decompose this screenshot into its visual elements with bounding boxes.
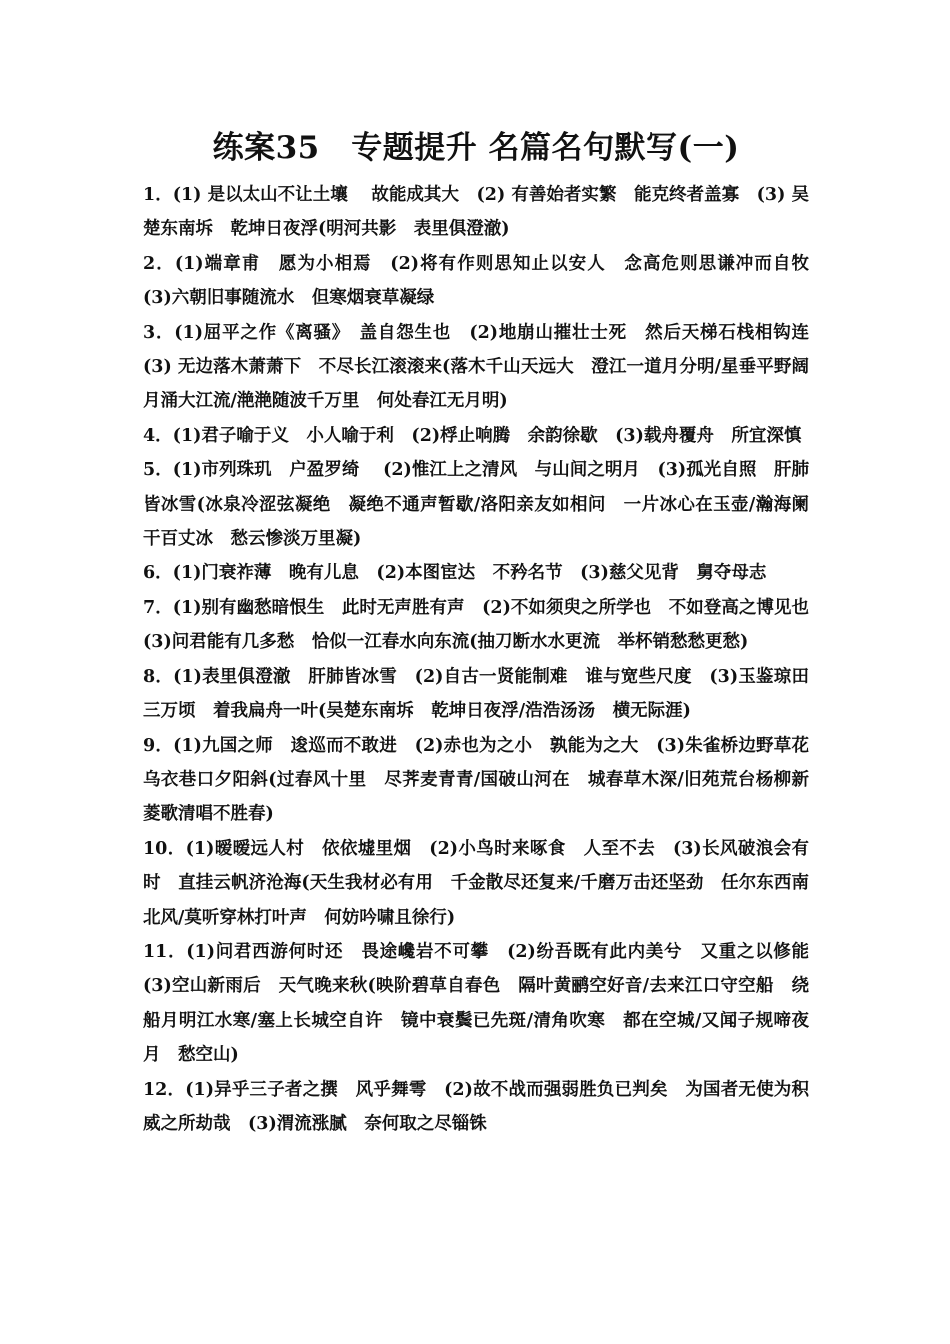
answer-item-6: 6．(1)门衰祚薄 晚有儿息 (2)本图宦达 不矜名节 (3)慈父见背 舅夺母志 [143, 563, 767, 584]
answer-item-2: 2．(1)端章甫 愿为小相焉 (2)将有作则思知止以安人 念高危则思谦冲而自牧 (3)六朝旧事随流水 但寒烟衰草凝绿 [143, 253, 827, 309]
answer-item-9: 9．(1)九国之师 逡巡而不敢进 (2)赤也为之小 孰能为之大 (3)朱雀桥边野草花 乌衣巷口夕阳斜(过春风十里 尽荠麦青青/国破山河在 城春草木深/旧苑荒台杨柳新 菱歌清唱不胜春) [143, 735, 827, 825]
answer-item-3: 3．(1)屈平之作《离骚》 盖自怨生也 (2)地崩山摧壮士死 然后天梯石栈相钩连 (3) 无边落木萧萧下 不尽长江滚滚来(落木千山天远大 澄江一道月分明/星垂平野阔 月涌大江流/滟滟随波千万里 何处春江无月明) [143, 322, 827, 412]
answer-list [143, 178, 827, 1141]
document-page [143, 120, 827, 1141]
answer-item-1: 1．(1) 是以太山不让土壤 故能成其大 (2) 有善始者实繁 能克终者盖寡 (3) 吴楚东南坼 乾坤日夜浮(明河共影 表里俱澄澈) [143, 185, 809, 240]
answer-item-11: 11．(1)问君西游何时还 畏途巉岩不可攀 (2)纷吾既有此内美兮 又重之以修能 (3)空山新雨后 天气晚来秋(映阶碧草自春色 隔叶黄鹂空好音/去来江口守空船 绕船月明江水寒/塞上长城空自许 镜中衰鬓已先斑/清角吹寒 都在空城/又闻子规啼夜月 愁空山) [143, 941, 827, 1066]
answer-item-5: 5．(1)市列珠玑 户盈罗绮 (2)惟江上之清风 与山间之明月 (3)孤光自照 肝肺皆冰雪(冰泉冷涩弦凝绝 凝绝不通声暂歇/洛阳亲友如相问 一片冰心在玉壶/瀚海阑干百丈冰 愁云惨淡万里凝) [143, 460, 809, 550]
answer-item-7: 7．(1)别有幽愁暗恨生 此时无声胜有声 (2)不如须臾之所学也 不如登高之博见也 (3)问君能有几多愁 恰似一江春水向东流(抽刀断水水更流 举杯销愁愁更愁) [143, 597, 827, 653]
document-title: 练案35 专题提升 名篇名句默写(一) [212, 130, 740, 166]
answer-item-8: 8．(1)表里俱澄澈 肝肺皆冰雪 (2)自古一贤能制难 谁与宽些尺度 (3)玉鉴琼田三万顷 着我扁舟一叶(吴楚东南坼 乾坤日夜浮/浩浩汤汤 横无际涯) [143, 666, 809, 722]
answer-item-12: 12．(1)异乎三子者之撰 风乎舞雩 (2)故不战而强弱胜负已判矣 为国者无使为积威之所劫哉 (3)渭流涨腻 奈何取之尽锱铢 [143, 1079, 809, 1134]
answer-item-10: 10．(1)暧暧远人村 依依墟里烟 (2)小鸟时来啄食 人至不去 (3)长风破浪会有时 直挂云帆济沧海(天生我材必有用 千金散尽还复来/千磨万击还坚劲 任尔东西南北风/莫听穿林打叶声 何妨吟啸且徐行) [143, 838, 809, 928]
answer-item-4: 4．(1)君子喻于义 小人喻于利 (2)桴止响腾 余韵徐歇 (3)载舟覆舟 所宜深慎 [143, 425, 802, 446]
